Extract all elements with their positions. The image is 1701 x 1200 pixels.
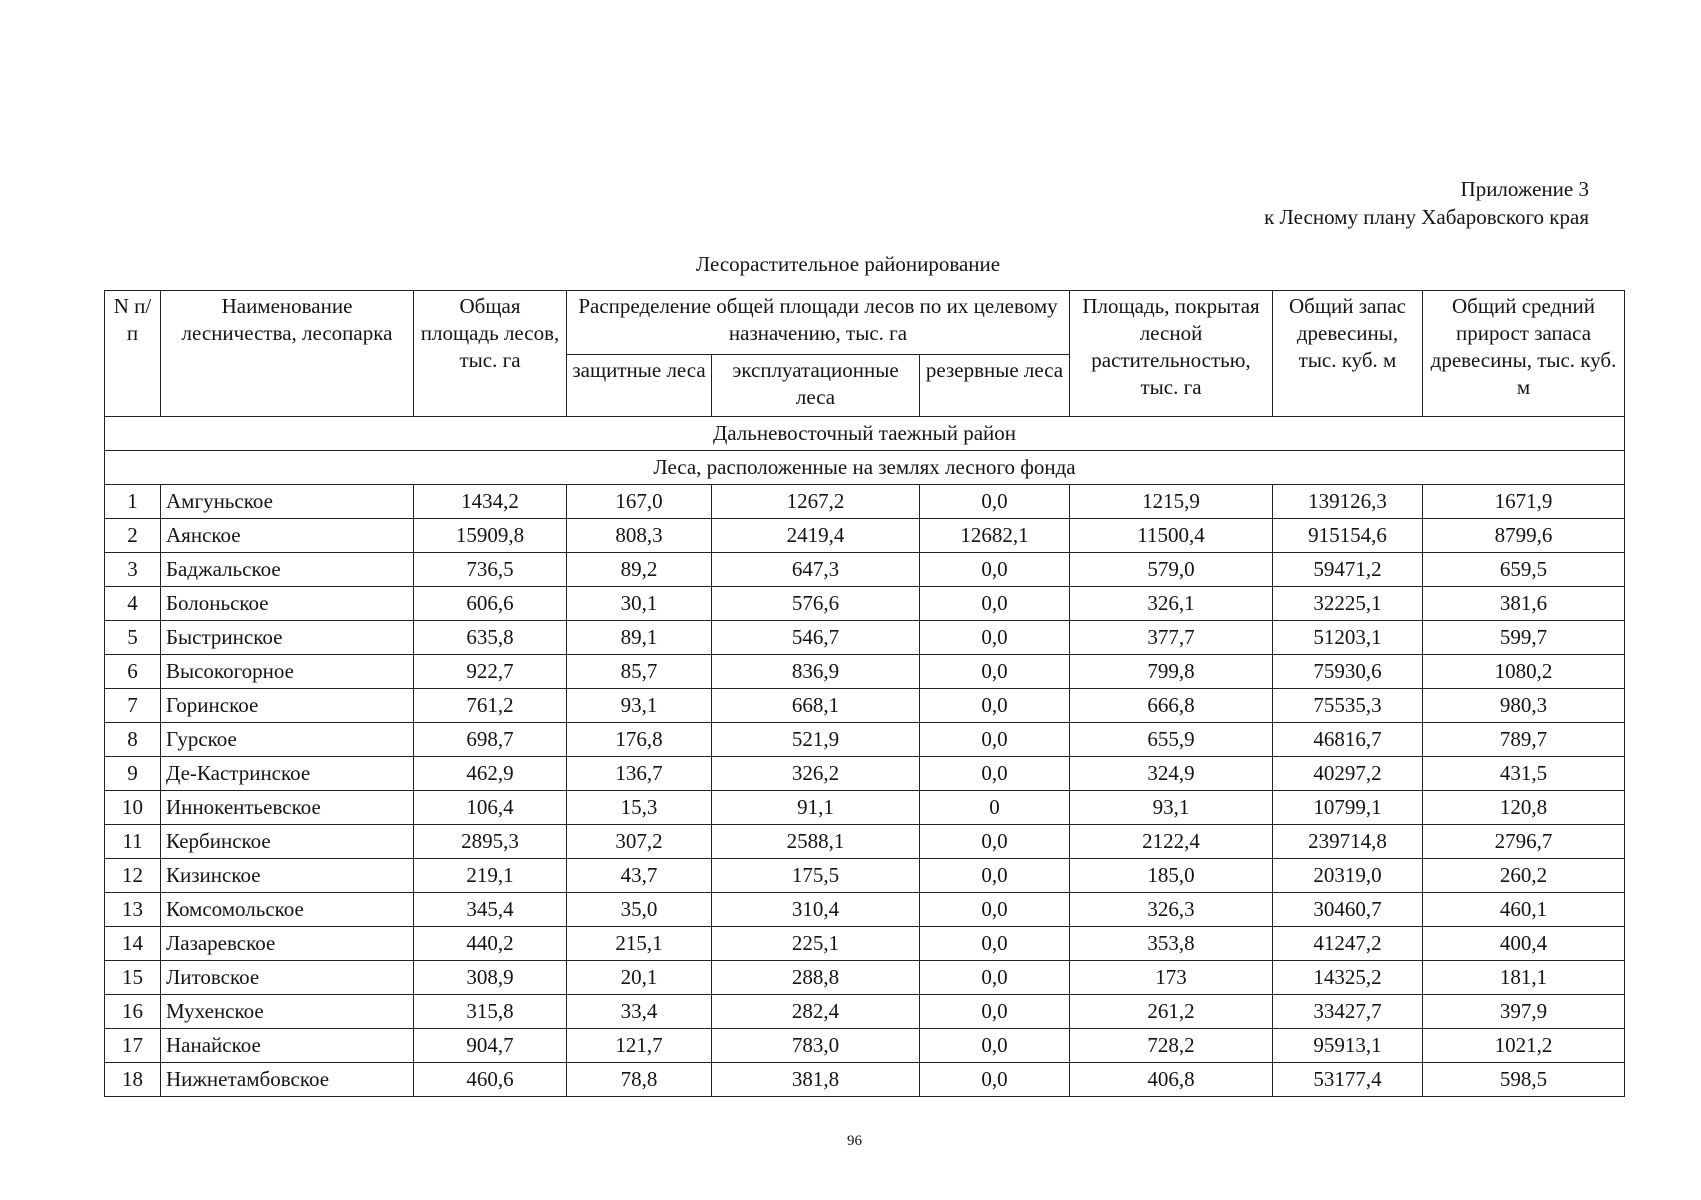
- cell-name: Кербинское: [161, 825, 414, 859]
- cell-covered-area: 326,3: [1070, 893, 1273, 927]
- cell-exploitation: 1267,2: [712, 485, 920, 519]
- cell-total-area: 761,2: [414, 689, 567, 723]
- cell-reserve: 0,0: [920, 893, 1070, 927]
- cell-name: Горинское: [161, 689, 414, 723]
- cell-covered-area: 655,9: [1070, 723, 1273, 757]
- cell-avg-growth: 381,6: [1423, 587, 1625, 621]
- cell-num: 13: [105, 893, 161, 927]
- header-total-area: Общая площадь лесов, тыс. га: [414, 291, 567, 417]
- cell-total-stock: 239714,8: [1273, 825, 1423, 859]
- cell-total-area: 106,4: [414, 791, 567, 825]
- header-total-stock: Общий запас древесины, тыс. куб. м: [1273, 291, 1423, 417]
- cell-total-stock: 139126,3: [1273, 485, 1423, 519]
- cell-total-stock: 51203,1: [1273, 621, 1423, 655]
- table-row: [105, 757, 1625, 791]
- cell-name: Кизинское: [161, 859, 414, 893]
- cell-name: Иннокентьевское: [161, 791, 414, 825]
- cell-num: 15: [105, 961, 161, 995]
- cell-total-area: 736,5: [414, 553, 567, 587]
- cell-avg-growth: 2796,7: [1423, 825, 1625, 859]
- cell-avg-growth: 8799,6: [1423, 519, 1625, 553]
- cell-total-stock: 75535,3: [1273, 689, 1423, 723]
- subregion-row: [105, 451, 1625, 485]
- cell-covered-area: 579,0: [1070, 553, 1273, 587]
- cell-reserve: 0,0: [920, 723, 1070, 757]
- cell-reserve: 0,0: [920, 1063, 1070, 1097]
- cell-reserve: 0,0: [920, 1029, 1070, 1063]
- table-row: [105, 689, 1625, 723]
- region-row: [105, 417, 1625, 451]
- cell-reserve: 0,0: [920, 553, 1070, 587]
- cell-exploitation: 783,0: [712, 1029, 920, 1063]
- table-row: [105, 519, 1625, 553]
- cell-total-stock: 20319,0: [1273, 859, 1423, 893]
- cell-reserve: 12682,1: [920, 519, 1070, 553]
- cell-protective: 15,3: [567, 791, 712, 825]
- cell-protective: 121,7: [567, 1029, 712, 1063]
- table-row: [105, 621, 1625, 655]
- cell-name: Нанайское: [161, 1029, 414, 1063]
- cell-total-area: 606,6: [414, 587, 567, 621]
- cell-exploitation: 576,6: [712, 587, 920, 621]
- cell-covered-area: 2122,4: [1070, 825, 1273, 859]
- cell-total-area: 922,7: [414, 655, 567, 689]
- cell-avg-growth: 599,7: [1423, 621, 1625, 655]
- table-row: [105, 893, 1625, 927]
- cell-protective: 30,1: [567, 587, 712, 621]
- cell-total-area: 308,9: [414, 961, 567, 995]
- cell-protective: 167,0: [567, 485, 712, 519]
- cell-reserve: 0,0: [920, 757, 1070, 791]
- cell-exploitation: 310,4: [712, 893, 920, 927]
- cell-total-stock: 915154,6: [1273, 519, 1423, 553]
- cell-name: Комсомольское: [161, 893, 414, 927]
- cell-covered-area: 666,8: [1070, 689, 1273, 723]
- table-row: [105, 1063, 1625, 1097]
- region-label: Дальневосточный таежный район: [105, 417, 1625, 451]
- cell-num: 10: [105, 791, 161, 825]
- cell-exploitation: 2588,1: [712, 825, 920, 859]
- cell-name: Лазаревское: [161, 927, 414, 961]
- cell-total-stock: 14325,2: [1273, 961, 1423, 995]
- cell-reserve: 0,0: [920, 859, 1070, 893]
- cell-covered-area: 93,1: [1070, 791, 1273, 825]
- cell-exploitation: 175,5: [712, 859, 920, 893]
- cell-protective: 35,0: [567, 893, 712, 927]
- cell-num: 7: [105, 689, 161, 723]
- cell-total-area: 635,8: [414, 621, 567, 655]
- table-row: [105, 825, 1625, 859]
- cell-avg-growth: 1021,2: [1423, 1029, 1625, 1063]
- cell-reserve: 0,0: [920, 825, 1070, 859]
- header-avg-growth: Общий средний прирост запаса древесины, тыс. куб. м: [1423, 291, 1625, 417]
- cell-total-stock: 95913,1: [1273, 1029, 1423, 1063]
- cell-exploitation: 288,8: [712, 961, 920, 995]
- cell-reserve: 0,0: [920, 995, 1070, 1029]
- cell-exploitation: 2419,4: [712, 519, 920, 553]
- cell-name: Быстринское: [161, 621, 414, 655]
- cell-reserve: 0,0: [920, 689, 1070, 723]
- table-row: [105, 995, 1625, 1029]
- cell-name: Болоньское: [161, 587, 414, 621]
- cell-total-stock: 41247,2: [1273, 927, 1423, 961]
- cell-avg-growth: 659,5: [1423, 553, 1625, 587]
- cell-name: Литовское: [161, 961, 414, 995]
- cell-num: 14: [105, 927, 161, 961]
- cell-avg-growth: 120,8: [1423, 791, 1625, 825]
- cell-num: 9: [105, 757, 161, 791]
- cell-total-area: 904,7: [414, 1029, 567, 1063]
- cell-avg-growth: 1080,2: [1423, 655, 1625, 689]
- cell-total-stock: 30460,7: [1273, 893, 1423, 927]
- page-number-text: 96: [847, 1133, 862, 1149]
- cell-name: Мухенское: [161, 995, 414, 1029]
- cell-total-area: 2895,3: [414, 825, 567, 859]
- cell-total-area: 1434,2: [414, 485, 567, 519]
- cell-total-stock: 46816,7: [1273, 723, 1423, 757]
- header-name: Наименование лесничества, лесопарка: [161, 291, 414, 417]
- table-row: [105, 587, 1625, 621]
- cell-name: Гурское: [161, 723, 414, 757]
- table-row: [105, 927, 1625, 961]
- cell-avg-growth: 397,9: [1423, 995, 1625, 1029]
- cell-exploitation: 381,8: [712, 1063, 920, 1097]
- cell-total-area: 460,6: [414, 1063, 567, 1097]
- cell-protective: 33,4: [567, 995, 712, 1029]
- cell-num: 8: [105, 723, 161, 757]
- subregion-label: Леса, расположенные на землях лесного фонда: [105, 451, 1625, 485]
- cell-avg-growth: 400,4: [1423, 927, 1625, 961]
- document-title-text: Лесорастительное районирование: [695, 252, 1001, 276]
- header-exploitation: эксплуатационные леса: [712, 355, 920, 417]
- cell-total-stock: 75930,6: [1273, 655, 1423, 689]
- table-row: [105, 961, 1625, 995]
- table-row: [105, 485, 1625, 519]
- cell-num: 3: [105, 553, 161, 587]
- cell-protective: 136,7: [567, 757, 712, 791]
- cell-total-stock: 32225,1: [1273, 587, 1423, 621]
- cell-exploitation: 546,7: [712, 621, 920, 655]
- cell-protective: 307,2: [567, 825, 712, 859]
- cell-total-stock: 10799,1: [1273, 791, 1423, 825]
- cell-covered-area: 326,1: [1070, 587, 1273, 621]
- cell-exploitation: 668,1: [712, 689, 920, 723]
- cell-num: 5: [105, 621, 161, 655]
- cell-name: Амгуньское: [161, 485, 414, 519]
- cell-total-area: 698,7: [414, 723, 567, 757]
- cell-covered-area: 728,2: [1070, 1029, 1273, 1063]
- header-reserve: резервные леса: [920, 355, 1070, 417]
- header-num: N п/п: [105, 291, 161, 417]
- cell-reserve: 0,0: [920, 927, 1070, 961]
- cell-num: 11: [105, 825, 161, 859]
- cell-total-area: 315,8: [414, 995, 567, 1029]
- cell-num: 16: [105, 995, 161, 1029]
- cell-name: Баджальское: [161, 553, 414, 587]
- cell-exploitation: 91,1: [712, 791, 920, 825]
- cell-protective: 89,2: [567, 553, 712, 587]
- table-row: [105, 723, 1625, 757]
- table-row: [105, 553, 1625, 587]
- cell-total-stock: 53177,4: [1273, 1063, 1423, 1097]
- cell-reserve: 0,0: [920, 961, 1070, 995]
- cell-total-stock: 33427,7: [1273, 995, 1423, 1029]
- cell-exploitation: 326,2: [712, 757, 920, 791]
- cell-total-area: 440,2: [414, 927, 567, 961]
- document-title: [0, 252, 1701, 277]
- cell-avg-growth: 789,7: [1423, 723, 1625, 757]
- appendix-line-2: к Лесному плану Хабаровского края: [1264, 205, 1589, 229]
- cell-avg-growth: 980,3: [1423, 689, 1625, 723]
- cell-protective: 43,7: [567, 859, 712, 893]
- cell-exploitation: 521,9: [712, 723, 920, 757]
- table-row: [105, 655, 1625, 689]
- cell-total-area: 219,1: [414, 859, 567, 893]
- cell-avg-growth: 181,1: [1423, 961, 1625, 995]
- cell-total-area: 345,4: [414, 893, 567, 927]
- cell-protective: 89,1: [567, 621, 712, 655]
- appendix-note: [1264, 175, 1589, 231]
- cell-num: 4: [105, 587, 161, 621]
- cell-exploitation: 225,1: [712, 927, 920, 961]
- cell-protective: 808,3: [567, 519, 712, 553]
- cell-name: Аянское: [161, 519, 414, 553]
- page-number: [0, 1133, 1701, 1150]
- table-body: [105, 417, 1625, 1097]
- cell-name: Де-Кастринское: [161, 757, 414, 791]
- cell-protective: 78,8: [567, 1063, 712, 1097]
- cell-reserve: 0: [920, 791, 1070, 825]
- table-row: [105, 791, 1625, 825]
- cell-num: 1: [105, 485, 161, 519]
- cell-covered-area: 324,9: [1070, 757, 1273, 791]
- cell-covered-area: 261,2: [1070, 995, 1273, 1029]
- cell-reserve: 0,0: [920, 485, 1070, 519]
- cell-covered-area: 353,8: [1070, 927, 1273, 961]
- cell-num: 2: [105, 519, 161, 553]
- cell-num: 18: [105, 1063, 161, 1097]
- cell-name: Высокогорное: [161, 655, 414, 689]
- cell-reserve: 0,0: [920, 655, 1070, 689]
- cell-protective: 93,1: [567, 689, 712, 723]
- cell-total-area: 15909,8: [414, 519, 567, 553]
- cell-covered-area: 173: [1070, 961, 1273, 995]
- cell-protective: 85,7: [567, 655, 712, 689]
- cell-avg-growth: 431,5: [1423, 757, 1625, 791]
- table-header: [105, 291, 1625, 417]
- header-distribution: Распределение общей площади лесов по их целевому назначению, тыс. га: [567, 291, 1070, 355]
- cell-covered-area: 799,8: [1070, 655, 1273, 689]
- table-row: [105, 859, 1625, 893]
- cell-avg-growth: 598,5: [1423, 1063, 1625, 1097]
- cell-num: 12: [105, 859, 161, 893]
- appendix-line-1: Приложение 3: [1460, 177, 1589, 201]
- cell-protective: 176,8: [567, 723, 712, 757]
- cell-covered-area: 185,0: [1070, 859, 1273, 893]
- cell-exploitation: 836,9: [712, 655, 920, 689]
- cell-avg-growth: 460,1: [1423, 893, 1625, 927]
- cell-total-area: 462,9: [414, 757, 567, 791]
- cell-covered-area: 1215,9: [1070, 485, 1273, 519]
- cell-avg-growth: 1671,9: [1423, 485, 1625, 519]
- cell-num: 17: [105, 1029, 161, 1063]
- cell-total-stock: 40297,2: [1273, 757, 1423, 791]
- cell-protective: 20,1: [567, 961, 712, 995]
- forest-zoning-table: [104, 290, 1625, 1097]
- cell-avg-growth: 260,2: [1423, 859, 1625, 893]
- cell-covered-area: 377,7: [1070, 621, 1273, 655]
- cell-reserve: 0,0: [920, 621, 1070, 655]
- header-protective: защитные леса: [567, 355, 712, 417]
- cell-name: Нижнетамбовское: [161, 1063, 414, 1097]
- table-row: [105, 1029, 1625, 1063]
- header-covered-area: Площадь, покрытая лесной растительностью, тыс. га: [1070, 291, 1273, 417]
- cell-reserve: 0,0: [920, 587, 1070, 621]
- cell-covered-area: 406,8: [1070, 1063, 1273, 1097]
- cell-covered-area: 11500,4: [1070, 519, 1273, 553]
- cell-num: 6: [105, 655, 161, 689]
- cell-exploitation: 282,4: [712, 995, 920, 1029]
- cell-total-stock: 59471,2: [1273, 553, 1423, 587]
- cell-exploitation: 647,3: [712, 553, 920, 587]
- cell-protective: 215,1: [567, 927, 712, 961]
